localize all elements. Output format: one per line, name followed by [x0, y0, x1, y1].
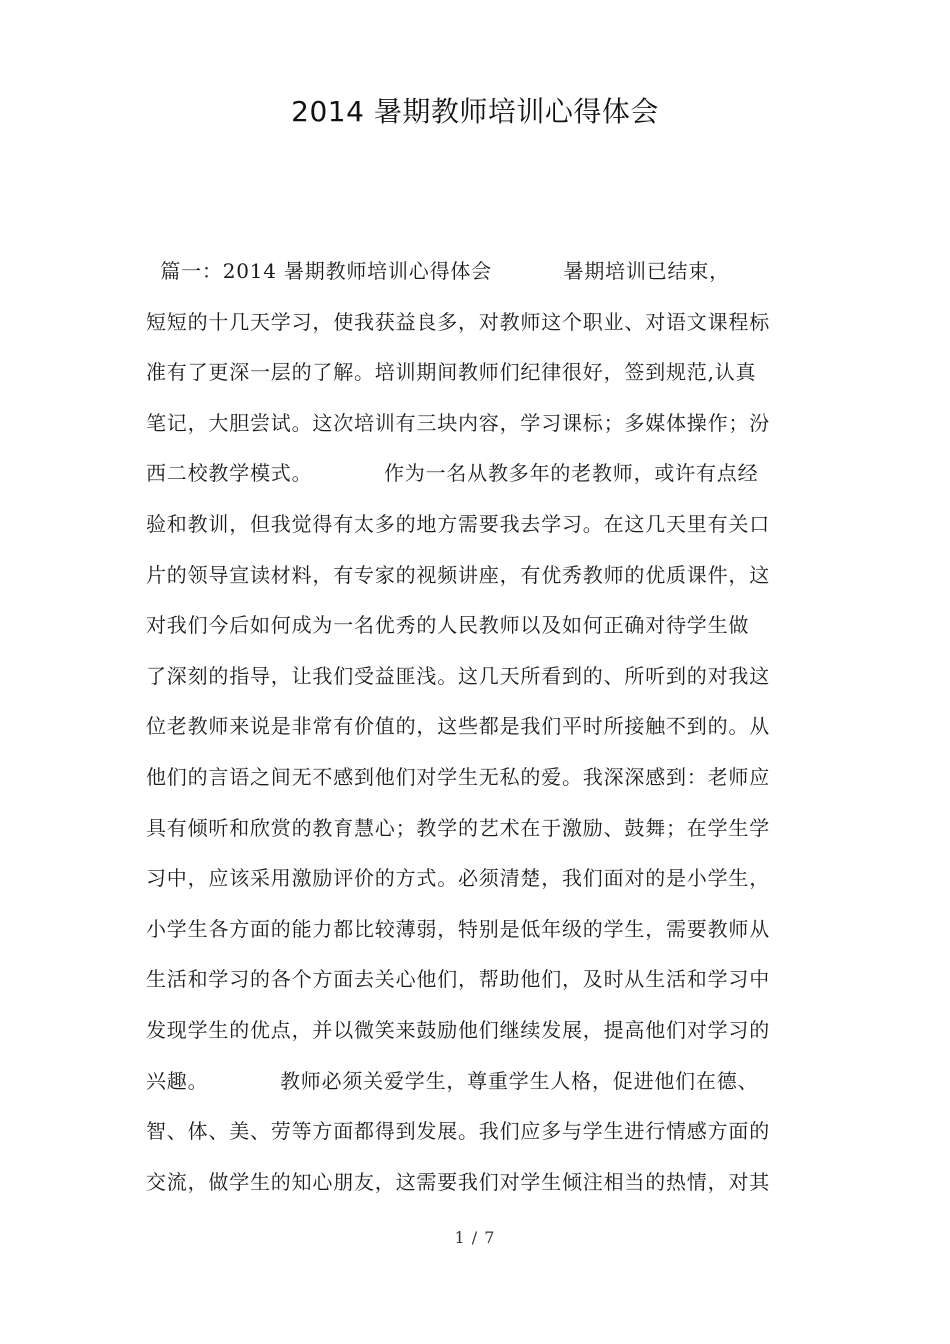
- body-line: 位老教师来说是非常有价值的，这些都是我们平时所接触不到的。从: [146, 714, 770, 739]
- page-indicator: 1 / 7: [454, 1228, 496, 1247]
- body-line: 智、体、美、劳等方面都得到发展。我们应多与学生进行情感方面的: [146, 1119, 770, 1144]
- body-line: 兴趣。 教师必须关爱学生，尊重学生人格，促进他们在德、: [146, 1068, 759, 1093]
- body-line: 他们的言语之间无不感到他们对学生无私的爱。我深深感到：老师应: [146, 764, 770, 789]
- body-line: 笔记，大胆尝试。这次培训有三块内容，学习课标；多媒体操作；汾: [146, 410, 770, 435]
- body-line: 具有倾听和欣赏的教育慧心；教学的艺术在于激励、鼓舞；在学生学: [146, 815, 770, 840]
- body-line: 交流，做学生的知心朋友，这需要我们对学生倾注相当的热情，对其: [146, 1169, 770, 1194]
- body-line: 对我们今后如何成为一名优秀的人民教师以及如何正确对待学生做: [146, 613, 750, 638]
- body-line: 习中，应该采用激励评价的方式。必须清楚，我们面对的是小学生，: [146, 866, 770, 891]
- body-line: 篇一：2014 暑期教师培训心得体会 暑期培训已结束，: [146, 259, 730, 283]
- body-line: 生活和学习的各个方面去关心他们，帮助他们，及时从生活和学习中: [146, 967, 770, 992]
- body-line: 发现学生的优点，并以微笑来鼓励他们继续发展，提高他们对学习的: [146, 1017, 770, 1042]
- body-line: 西二校教学模式。 作为一名从教多年的老教师，或许有点经: [146, 461, 759, 486]
- body-line: 片的领导宣读材料，有专家的视频讲座，有优秀教师的优质课件，这: [146, 562, 770, 587]
- body-line: 短短的十几天学习，使我获益良多，对教师这个职业、对语文课程标: [146, 309, 770, 334]
- body-line: 小学生各方面的能力都比较薄弱，特别是低年级的学生，需要教师从: [146, 916, 770, 941]
- document-body: [146, 254, 826, 1215]
- body-line: 验和教训，但我觉得有太多的地方需要我去学习。在这几天里有关口: [146, 511, 770, 536]
- body-line: 了深刻的指导，让我们受益匪浅。这几天所看到的、所听到的对我这: [146, 663, 770, 688]
- body-line: 准有了更深一层的了解。培训期间教师们纪律很好，签到规范,认真: [146, 360, 757, 385]
- document-title: 2014 暑期教师培训心得体会: [291, 95, 659, 128]
